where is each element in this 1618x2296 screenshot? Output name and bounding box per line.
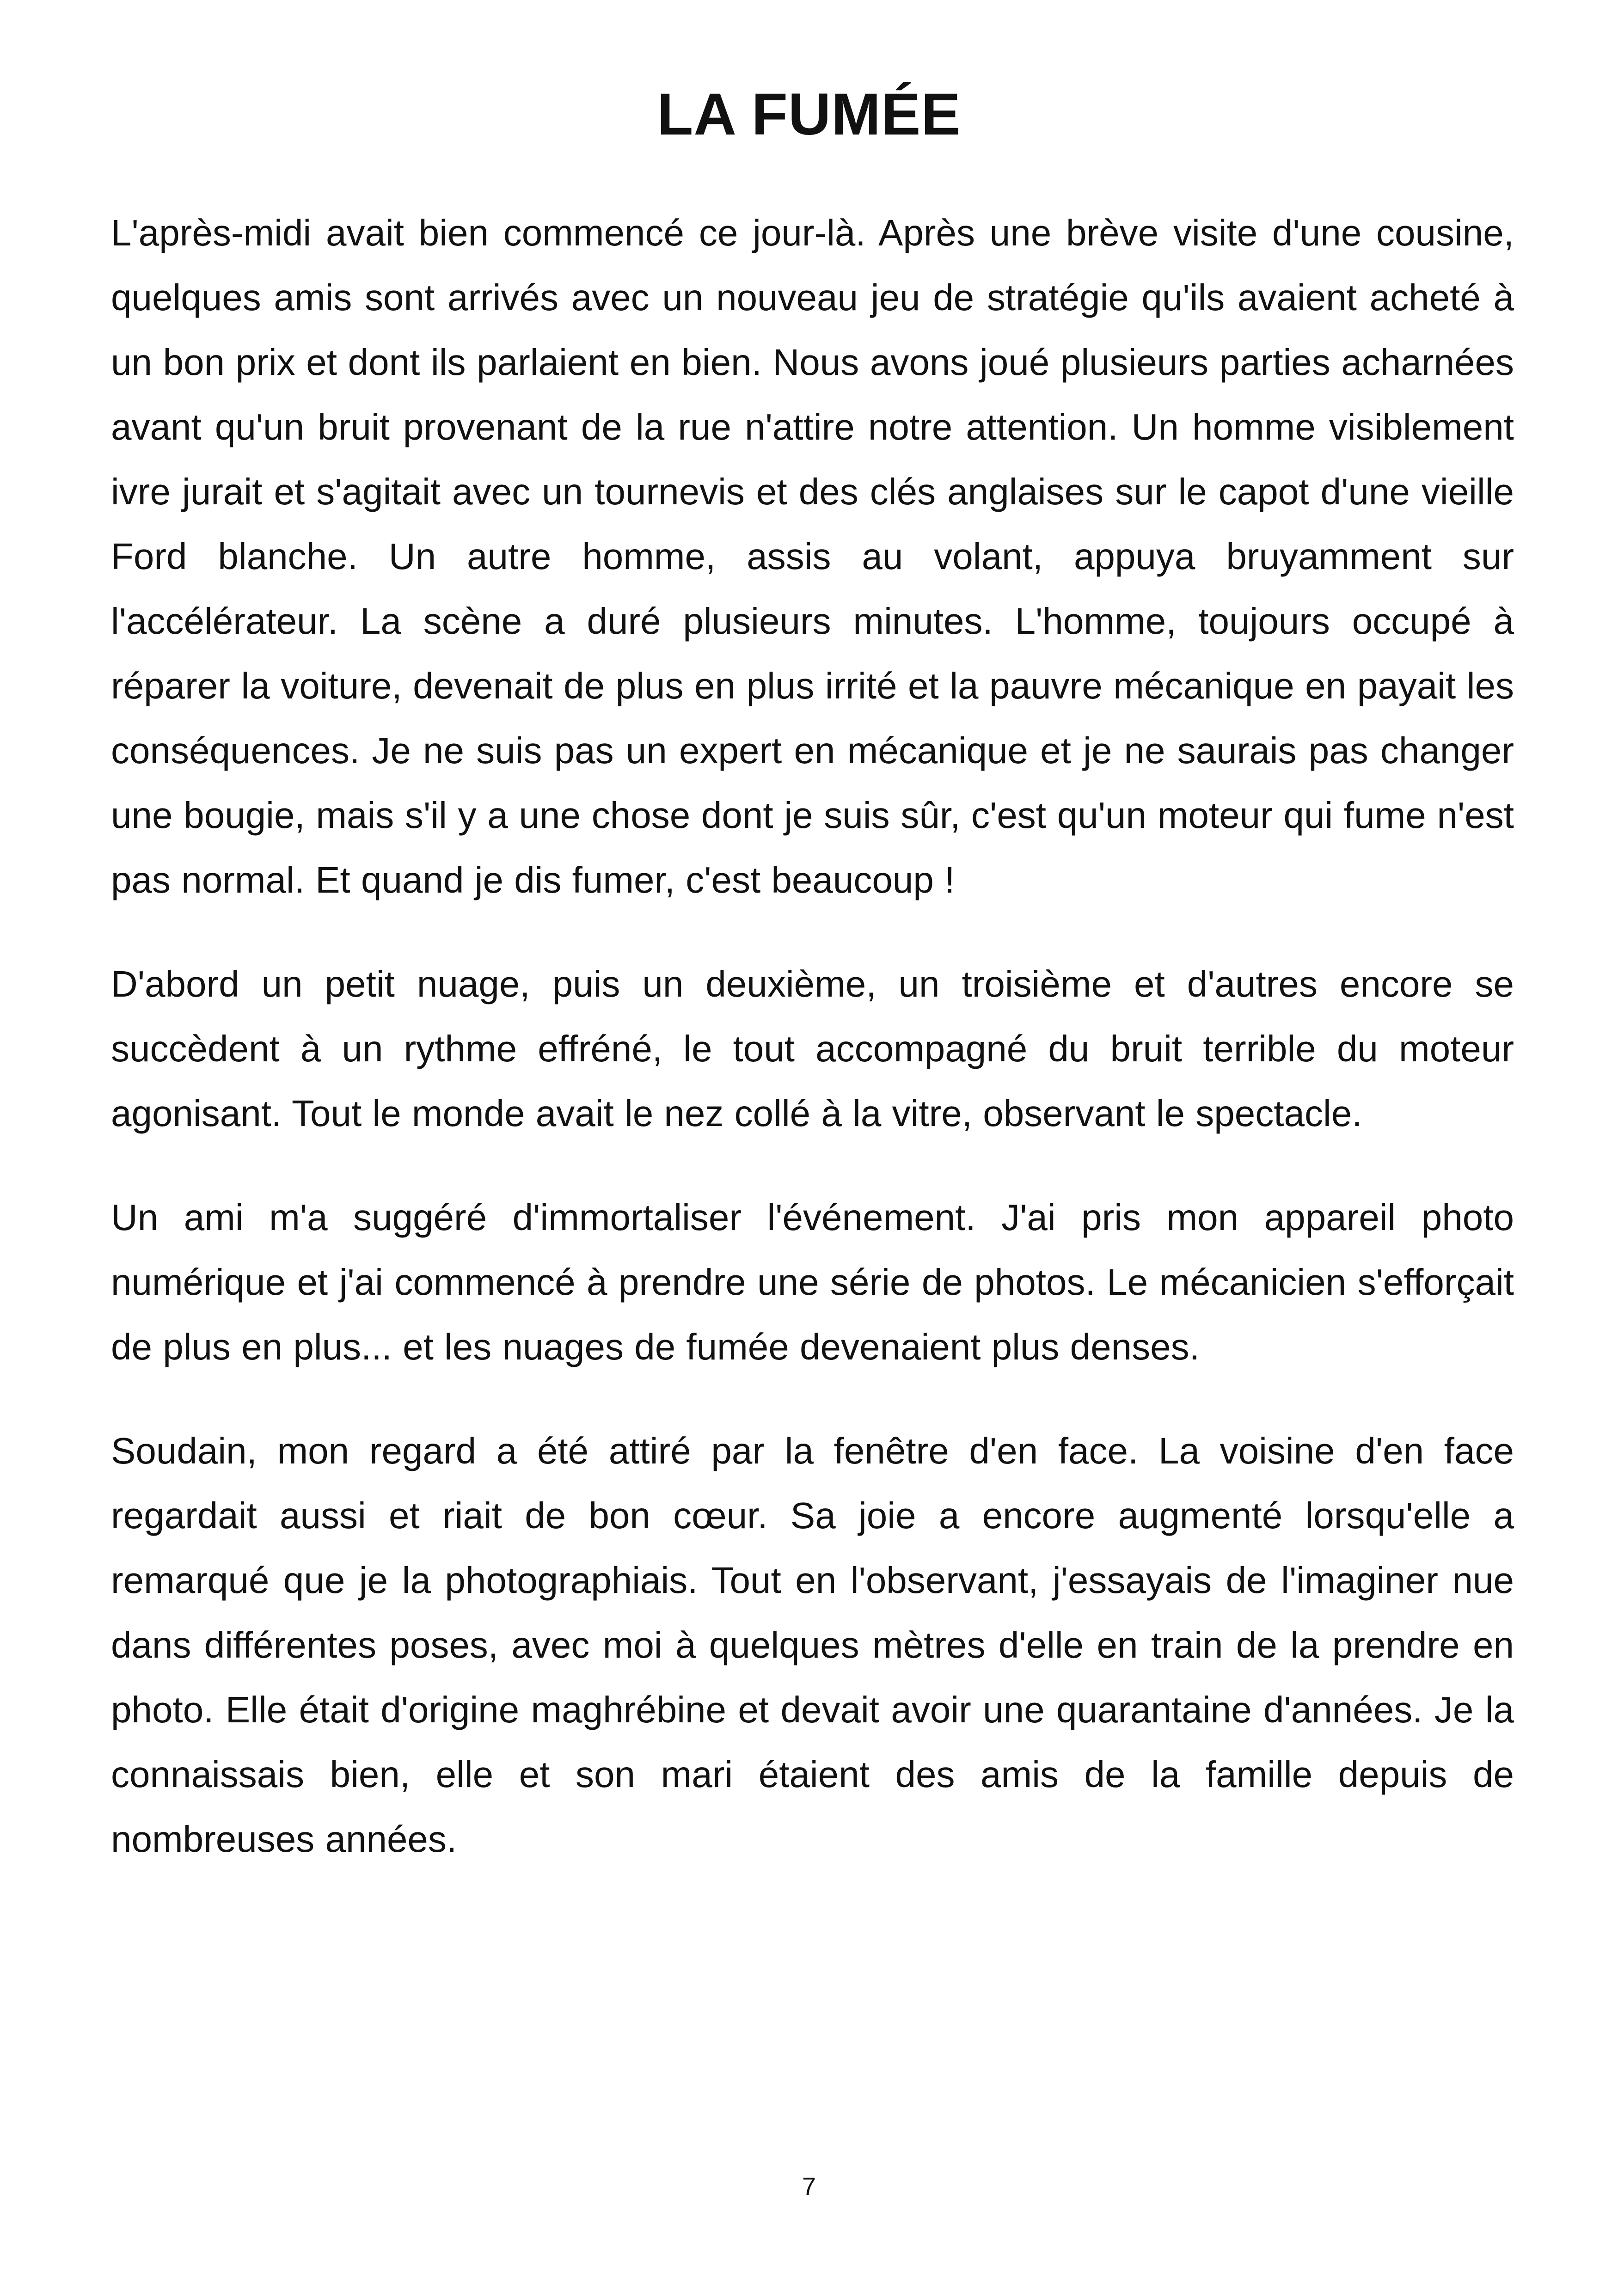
page-title: LA FUMÉE: [657, 81, 961, 147]
body-text: [111, 201, 1514, 1911]
paragraph-2: D'abord un petit nuage, puis un deuxième, un troisième et d'autres encore se succèdent à un rythme effréné, le tout accompagné du bruit terrible du moteur agonisant. Tout le monde avait le nez collé à la vitre, observant le spectacle.: [111, 963, 1514, 1134]
paragraph-3: Un ami m'a suggéré d'immortaliser l'événement. J'ai pris mon appareil photo numérique et j'ai commencé à prendre une série de photos. Le mécanicien s'efforçait de plus en plus... et les nuages de fumée devenaient plus denses.: [111, 1197, 1514, 1367]
paragraph-4: Soudain, mon regard a été attiré par la fenêtre d'en face. La voisine d'en face regardait aussi et riait de bon cœur. Sa joie a encore augmenté lorsqu'elle a remarqué que je la photographiais. Tout en l'observant, j'essayais de l'imaginer nue dans différentes poses, avec moi à quelques mètres d'elle en train de la prendre en photo. Elle était d'origine maghrébine et devait avoir une quarantaine d'années. Je la connaissais bien, elle et son mari étaient des amis de la famille depuis de nombreuses années.: [111, 1430, 1514, 1860]
page-number: 7: [802, 2173, 816, 2200]
paragraph-1: L'après-midi avait bien commencé ce jour-là. Après une brève visite d'une cousine, quelques amis sont arrivés avec un nouveau jeu de stratégie qu'ils avaient acheté à un bon prix et dont ils parlaient en bien. Nous avons joué plusieurs parties acharnées avant qu'un bruit provenant de la rue n'attire notre attention. Un homme visiblement ivre jurait et s'agitait avec un tournevis et des clés anglaises sur le capot d'une vieille Ford blanche. Un autre homme, assis au volant, appuya bruyamment sur l'accélérateur. La scène a duré plusieurs minutes. L'homme, toujours occupé à réparer la voiture, devenait de plus en plus irrité et la pauvre mécanique en payait les conséquences. Je ne suis pas un expert en mécanique et je ne saurais pas changer une bougie, mais s'il y a une chose dont je suis sûr, c'est qu'un moteur qui fume n'est pas normal. Et quand je dis fumer, c'est beaucoup !: [111, 212, 1514, 900]
